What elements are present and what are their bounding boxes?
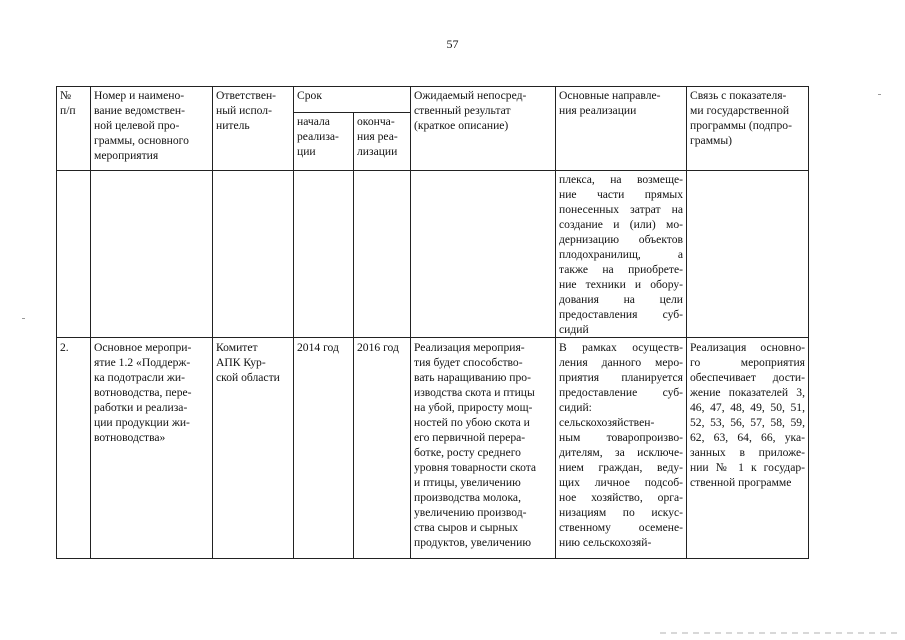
text-line: начала — [297, 115, 330, 128]
cell-empty — [411, 171, 556, 338]
table-row — [57, 338, 809, 559]
text-line: плодохранилищ, а — [559, 248, 683, 261]
text-line: понесенных затрат на — [559, 203, 683, 216]
text-line: нием граждан, веду- — [559, 461, 683, 474]
text-line: ственный результат — [414, 104, 511, 117]
cell-empty — [213, 171, 294, 338]
text-line: Комитет — [216, 341, 258, 354]
text-line: ка подотрасли жи- — [94, 371, 185, 384]
text-line: программы (подпро- — [690, 119, 792, 132]
cell-name — [91, 338, 213, 559]
header-expected — [411, 87, 556, 171]
text-line: Номер и наимено- — [94, 89, 185, 102]
cell-end: 2016 год — [354, 338, 411, 559]
text-line: граммы) — [690, 134, 733, 147]
text-line: увеличению производ- — [414, 506, 527, 519]
text-line: ной целевой про- — [94, 119, 180, 132]
header-directions — [556, 87, 687, 171]
text-line: Реализация основно- — [690, 341, 805, 354]
text-line: ный испол- — [216, 104, 272, 117]
text-line: предоставление суб- — [559, 386, 683, 399]
text-line: Ожидаемый непосред- — [414, 89, 527, 102]
text-line: ми государственной — [690, 104, 790, 117]
cell-empty — [294, 171, 354, 338]
text-line: плекса, на возмеще- — [559, 173, 683, 186]
text-line: нитель — [216, 119, 250, 132]
text-line: изводства скота и птицы — [414, 386, 535, 399]
scan-mark — [22, 318, 25, 319]
cell-directions-continued — [556, 171, 687, 338]
text-line: создание и (или) мо- — [559, 218, 683, 231]
text-line: на убой, приросту мощ- — [414, 401, 533, 414]
text-line: нии № 1 к государ- — [690, 461, 805, 474]
text-line: тия будет способство- — [414, 356, 523, 369]
text-line: (краткое описание) — [414, 119, 509, 132]
text-line: низациям по искус- — [559, 506, 683, 519]
text-line: ления данного меро- — [559, 356, 683, 369]
cell-num: 2. — [57, 338, 91, 559]
text-line: жение показателей 3, — [690, 386, 805, 399]
text-line: сидий — [559, 323, 589, 336]
text-line: ным товаропроизво- — [559, 431, 683, 444]
text-line: ное хозяйство, орга- — [559, 491, 683, 504]
cell-start: 2014 год — [294, 338, 354, 559]
cell-responsible — [213, 338, 294, 559]
text-line: го мероприятия — [690, 356, 805, 369]
text-line: вотноводства» — [94, 431, 166, 444]
text-line: дования на цели — [559, 293, 683, 306]
cell-empty — [91, 171, 213, 338]
text-line: дернизацию объектов — [559, 233, 683, 246]
cell-link — [687, 338, 809, 559]
text-line: реализа- — [297, 130, 339, 143]
text-line: производства молока, — [414, 491, 521, 504]
header-term-end — [354, 113, 411, 171]
cell-empty — [57, 171, 91, 338]
page-number: 57 — [446, 37, 459, 51]
text-line: Ответствен- — [216, 89, 277, 102]
scan-artifact — [660, 632, 900, 634]
header-term-start — [294, 113, 354, 171]
text-line: предоставления суб- — [559, 308, 683, 321]
text-line: ние части прямых — [559, 188, 683, 201]
text-line: оконча- — [357, 115, 395, 128]
table-row-continuation — [57, 171, 809, 338]
text-line: АПК Кур- — [216, 356, 266, 369]
text-line: вание ведомствен- — [94, 104, 185, 117]
text-line: ния реа- — [357, 130, 398, 143]
header-link — [687, 87, 809, 171]
text-line: лизации — [357, 145, 398, 158]
text-line: ственной программе — [690, 476, 792, 489]
text-line: ностей по убою скота и — [414, 416, 530, 429]
text-line: ственному осемене- — [559, 521, 683, 534]
text-line: мероприятия — [94, 149, 159, 162]
text-line: уровня товарности скота — [414, 461, 537, 474]
text-line: вать наращиванию про- — [414, 371, 531, 384]
header-responsible — [213, 87, 294, 171]
text-line: ния реализации — [559, 104, 637, 117]
cell-directions — [556, 338, 687, 559]
text-line: щих личное подсоб- — [559, 476, 683, 489]
text-line: продуктов, увеличению — [414, 536, 532, 549]
text-line: граммы, основного — [94, 134, 189, 147]
header-num — [57, 87, 91, 171]
text-line: занных в приложе- — [690, 446, 805, 459]
text-line: ятие 1.2 «Поддерж- — [94, 356, 191, 369]
text-line: также на приобрете- — [559, 263, 683, 276]
activities-table — [56, 86, 809, 559]
text-line: нию сельскохозяй- — [559, 536, 652, 549]
scan-mark — [878, 94, 881, 95]
text-line: Основное меропри- — [94, 341, 192, 354]
text-line: вотноводства, пере- — [94, 386, 192, 399]
text-line: № — [60, 89, 72, 102]
text-line: сидий: — [559, 401, 592, 414]
header-name — [91, 87, 213, 171]
text-line: 52, 53, 56, 57, 58, 59, — [690, 416, 805, 429]
text-line: Реализация мероприя- — [414, 341, 525, 354]
cell-expected — [411, 338, 556, 559]
text-line: 62, 63, 64, 66, ука- — [690, 431, 805, 444]
cell-empty — [687, 171, 809, 338]
text-line: работки и реализа- — [94, 401, 188, 414]
text-line: Связь с показателя- — [690, 89, 787, 102]
text-line: ства сыров и сырных — [414, 521, 519, 534]
text-line: п/п — [60, 104, 76, 117]
text-line: ботке, росту среднего — [414, 446, 521, 459]
text-line: ской области — [216, 371, 280, 384]
text-line: ние техники и обору- — [559, 278, 683, 291]
text-line: обеспечивает дости- — [690, 371, 805, 384]
text-line: его первичной перера- — [414, 431, 526, 444]
text-line: В рамках осуществ- — [559, 341, 683, 354]
text-line: ции — [297, 145, 316, 158]
text-line: и птицы, увеличению — [414, 476, 521, 489]
text-line: дителям, за исключе- — [559, 446, 683, 459]
text-line: Основные направле- — [559, 89, 661, 102]
text-line: ции продукции жи- — [94, 416, 190, 429]
text-line: сельскохозяйствен- — [559, 416, 655, 429]
cell-empty — [354, 171, 411, 338]
header-row-1 — [57, 87, 809, 113]
text-line: 46, 47, 48, 49, 50, 51, — [690, 401, 805, 414]
header-term: Срок — [294, 87, 411, 113]
text-line: приятия планируется — [559, 371, 683, 384]
